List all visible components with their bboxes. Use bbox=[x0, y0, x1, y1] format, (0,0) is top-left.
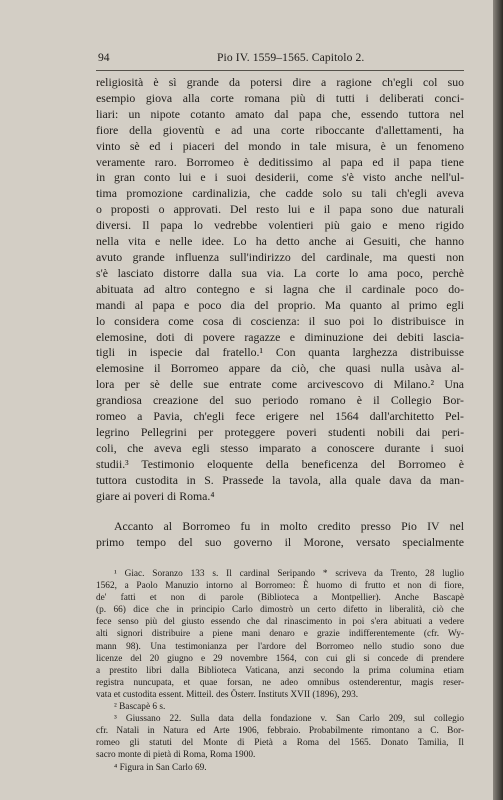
text-line: in gran conto lui e i suoi desiderii, come s'è visto anche nell'ul- bbox=[96, 170, 464, 185]
footnote-line: ⁴ Figura in San Carlo 69. bbox=[114, 762, 207, 773]
text-line: tuttora custodita in S. Prassede la tavola, alla quale dava da man- bbox=[96, 472, 464, 487]
text-line: giare ai poveri di Roma.⁴ bbox=[96, 488, 215, 503]
footnote-line: 1562, a Paolo Manuzio intorno al Borromeo: È huomo di frutto et non di fiore, bbox=[96, 581, 464, 592]
footnote-line: cfr. Natali in Natura ed Arte 1906, febbraio. Probabilmente rimontano a C. Bor- bbox=[96, 726, 464, 737]
footnote-line: registra nuncupata, et quae forsan, ne adeo omnibus ostenderentur, magis reser- bbox=[96, 677, 464, 688]
text-line: elemosine il Borromeo appare da ciò, che quasi nulla usàva al- bbox=[96, 361, 464, 376]
footnote-line: licenze del 20 giugno e 29 novembre 1564, con cui gli si concede di prendere bbox=[96, 653, 464, 664]
footnote-line: sacro monte di pietà di Roma, Roma 1900. bbox=[96, 750, 256, 761]
footnote-line: de' fatti et non di parole (Biblioteca a Montpellier). Anche Bascapè bbox=[96, 593, 464, 604]
text-line: grandiosa creazione del suo periodo romano è il Collegio Bor- bbox=[96, 393, 464, 408]
text-line: mandi al papa e poco dia del proprio. Ma quanto al primo egli bbox=[96, 297, 464, 312]
main-paragraph bbox=[96, 75, 464, 504]
text-line: lora per sè delle sue entrate come arcivescovo di Milano.² Una bbox=[96, 377, 464, 392]
text-line: primo tempo del suo governo il Morone, versato specialmente bbox=[96, 534, 464, 549]
text-line: vinto sè ed i piaceri del mondo in tale misura, è un fenomeno bbox=[96, 138, 464, 153]
footnote-line: fece senso più del giusto essendo che dal rinascimento in poi s'era abituati a vedere bbox=[96, 617, 464, 628]
text-line: abituata ad altro contegno e si lagna che il cardinale poco do- bbox=[96, 281, 464, 296]
page-number: 94 bbox=[98, 51, 110, 64]
footnote-line: a prestito libri dalla Biblioteca Vaticana, anzi secondo la prima columina etiam bbox=[96, 665, 464, 676]
text-line: studii.³ Testimonio eloquente della beneficenza del Borromeo è bbox=[96, 456, 464, 471]
text-line: Accanto al Borromeo fu in molto credito presso Pio IV nel bbox=[114, 519, 464, 533]
footnote-line: alti signori distribuire a piene mani denaro e grazie indifferentemente (cfr. Wy- bbox=[96, 629, 464, 640]
text-line: legrino Pellegrini per proteggere poveri studenti nobili dai peri- bbox=[96, 424, 464, 439]
text-line: tima promozione cardinalizia, che cadde solo su tali ch'egli aveva bbox=[96, 186, 464, 201]
page-header bbox=[96, 49, 463, 66]
text-line: romeo a Pavia, ch'egli fece erigere nel 1564 dall'architetto Pel- bbox=[96, 409, 464, 424]
footnote-line: ² Bascapè 6 s. bbox=[114, 702, 166, 713]
text-line: elemosine, doti di povere ragazze e diminuzione dei debiti lascia- bbox=[96, 329, 464, 344]
footnote-line: vata et custodita essent. Mitteil. des Österr. Instituts XVII (1896), 293. bbox=[96, 689, 359, 700]
running-head: Pio IV. 1559–1565. Capitolo 2. bbox=[217, 51, 365, 64]
text-line: coli, che aveva egli stesso imparato a conoscere durante i suoi bbox=[96, 440, 464, 455]
text-line: nella vita e nelle idee. Lo ha detto anche ai Gesuiti, che hanno bbox=[96, 234, 464, 249]
footnote-line: (p. 66) dice che in principio Carlo dimostrò un certo difetto in liberalità, ciò che bbox=[96, 605, 464, 616]
text-line: avuto grande influenza sull'indirizzo del cardinale, ma questi non bbox=[96, 249, 464, 264]
text-line: veramente raro. Borromeo è deditissimo al papa ed il papa tiene bbox=[96, 154, 464, 169]
footnote-line: romeo gli statuti del Monte di Pietà a Roma del 1565. Donato Tamilia, Il bbox=[96, 738, 464, 749]
text-line: religiosità è sì grande da potersi dire a ragione ch'egli col suo bbox=[96, 75, 464, 89]
text-line: s'è lasciato distorre dalla sua via. La corte lo ama poco, perchè bbox=[96, 265, 464, 280]
page-edge-shadow bbox=[493, 0, 503, 800]
text-line: diversi. Il papa lo vedrebbe volentieri più gaio e meno rigido bbox=[96, 218, 464, 233]
header-rule bbox=[96, 70, 464, 71]
text-line: fiore della gioventù e ad una corte riboccante d'allettamenti, ha bbox=[96, 122, 464, 137]
text-line: o proposti o approvati. Del resto lui e il papa sono due naturali bbox=[96, 202, 464, 217]
footnote-line: ³ Giussano 22. Sulla data della fondazione v. San Carlo 209, sul collegio bbox=[114, 714, 464, 725]
footnotes bbox=[96, 568, 464, 774]
footnote-line: mann 98). Una testimonianza per l'ardore del Borromeo nello studio sono due bbox=[96, 641, 464, 652]
text-line: esempio giova alla corte romana più di tutti i deliberati conci- bbox=[96, 90, 464, 105]
footnote-line: ¹ Giac. Soranzo 133 s. Il cardinal Seripando * scriveva da Trento, 28 luglio bbox=[114, 569, 464, 579]
second-paragraph bbox=[96, 519, 464, 551]
text-line: tigli in ispecie dal fratello.¹ Con quanta larghezza distribuisse bbox=[96, 345, 464, 360]
text-line: liari: un nipote cotanto amato dal papa che, essendo tuttora nel bbox=[96, 106, 464, 121]
text-line: lo considera come cosa di coscienza: il suo poi lo distribuisce in bbox=[96, 313, 464, 328]
